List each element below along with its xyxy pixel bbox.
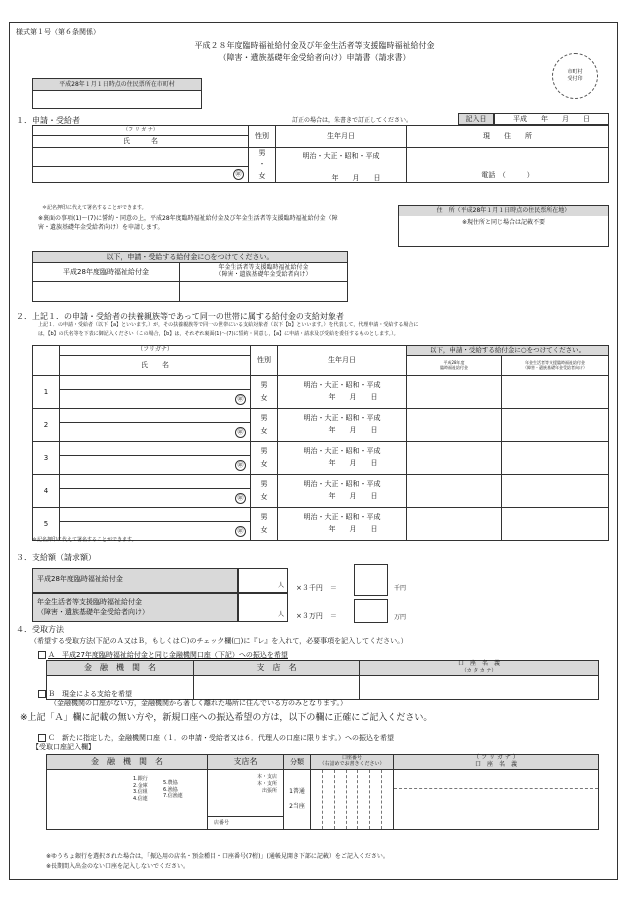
form-title-line2: （障害・遺族基礎年金受給者向け）申請書（請求書）	[218, 53, 411, 62]
dependent-birth-field[interactable]	[278, 508, 407, 541]
option-a[interactable]	[38, 650, 288, 660]
account-type-1: 1普通	[289, 787, 305, 795]
applicant-benefit-a-label: 平成28年度臨時福祉給付金	[33, 263, 180, 282]
account-branch-input[interactable]	[208, 769, 284, 829]
dependent-index: 1	[33, 376, 60, 409]
amount-row2-label2: （障害・遺族基礎年金受給者向け）	[37, 607, 149, 616]
account-branch-header: 支店名	[208, 755, 284, 770]
dependent-furigana-input[interactable]	[60, 409, 251, 423]
applicant-benefit-b-label1: 年金生活者等支援臨時福祉給付金	[218, 264, 309, 272]
dependent-female: 女	[260, 526, 268, 534]
dependents-furigana-header: （フリガナ）	[60, 346, 251, 356]
dependent-ymd: 年 月 日	[328, 492, 378, 500]
form-number: 様式第１号（第６条関係）	[16, 28, 100, 36]
option-a-holder-header: 口 座 名 義	[457, 660, 500, 667]
account-number-note: （右詰めでお書きください）	[319, 760, 385, 767]
dependent-row	[33, 409, 609, 423]
applicant-eras: 明治・大正・昭和・平成	[302, 152, 380, 160]
consent-text: ※裏面の事項(1)～(7)に誓約・同意の上，平成28年度臨時福祉給付金及び年金生活者等支援臨時福祉給付金（障害・遺族基礎年金受給者向け）を申請します。	[38, 215, 338, 231]
bank-type-6: 6.漁協	[163, 786, 178, 793]
correction-note: 訂正の場合は，朱書きで訂正してください。	[292, 117, 413, 124]
dependent-index: 3	[33, 442, 60, 475]
applicant-benefit-title: 以下，申請・受給する給付金に○をつけてください。	[33, 252, 348, 263]
dependent-benefit-b-input[interactable]	[502, 376, 609, 409]
applicant-birth-header: 生年月日	[276, 126, 407, 148]
store-number-field[interactable]	[208, 816, 283, 829]
dependent-index: 5	[33, 508, 60, 541]
dependent-birth-field[interactable]	[278, 376, 407, 409]
option-a-holder-kana: （カ タ カ ナ）	[461, 667, 497, 674]
dependents-index-header	[33, 346, 60, 376]
dependent-benefit-a-input[interactable]	[407, 376, 502, 409]
account-number-header: 口座番号	[341, 755, 362, 762]
section2-heading: ２．上記１．の申請・受給者の扶養親族等であって同一の世帯に属する給付金の支給対象者	[16, 312, 344, 321]
option-a-branch-header: 支 店 名	[194, 661, 360, 676]
dependent-benefit-a-input[interactable]	[407, 508, 502, 541]
option-b[interactable]	[38, 689, 132, 699]
dependent-male: 男	[260, 447, 268, 456]
applicant-benefit-b-label2: （障害・遺族基礎年金受給者向け）	[215, 271, 312, 278]
dependent-eras: 明治・大正・昭和・平成	[303, 480, 381, 489]
dependents-col-a-header: 平成28年度 臨時福祉給付金	[407, 356, 502, 376]
applicant-sex-header: 性別	[249, 126, 276, 148]
dependent-name-input[interactable]	[60, 456, 251, 475]
dependents-benefit-title: 以下，申請・受給する給付金に○をつけてください。	[407, 346, 609, 356]
applicant-furigana-label: （フ リ ガ ナ）	[33, 126, 249, 136]
dependent-benefit-a-input[interactable]	[407, 409, 502, 442]
dependent-eras: 明治・大正・昭和・平成	[303, 447, 381, 456]
dependent-seal: ㊞	[235, 427, 246, 438]
account-table	[46, 754, 599, 830]
dependent-eras: 明治・大正・昭和・平成	[303, 513, 381, 522]
option-b-note: （金融機関の口座がない方，金融機関から著しく離れた場所に住んでいる方のみとなります。）	[50, 699, 347, 707]
residence-municipality-input[interactable]	[33, 91, 201, 109]
dependent-index: 2	[33, 409, 60, 442]
dependent-row	[33, 508, 609, 522]
bank-type-5: 5.農協	[163, 779, 178, 786]
amount-row2-persons-unit: 人	[277, 611, 284, 618]
account-type-header: 分類	[284, 755, 311, 770]
dependents-sex-header: 性別	[251, 346, 278, 376]
dependent-ymd: 年 月 日	[328, 393, 378, 401]
dependent-birth-field[interactable]	[278, 475, 407, 508]
amount-row1-unit: 千円	[394, 585, 407, 592]
dependent-female: 女	[260, 394, 268, 402]
amount-row1-persons[interactable]	[238, 568, 288, 593]
account-number-input[interactable]	[311, 769, 394, 829]
bank-type-2: 2.金庫	[133, 782, 148, 789]
amount-row1-persons-unit: 人	[277, 582, 284, 589]
dependent-female: 女	[260, 493, 268, 501]
applicant-female: 女	[258, 171, 266, 180]
warning-text: ※上記「Ａ」欄に記載の無い方や，新規口座への振込希望の方は，以下の欄に正確にご記入ください。	[20, 713, 433, 723]
account-holder-input[interactable]	[394, 769, 599, 829]
residence-municipality-label: 平成28年１月１日時点の住民票所在市町村	[33, 79, 201, 91]
dependent-male: 男	[260, 480, 268, 489]
dependent-sex-field[interactable]	[251, 508, 278, 541]
account-bank-header: 金 融 機 関 名	[47, 755, 208, 770]
account-number-cells	[311, 770, 393, 829]
dependent-eras: 明治・大正・昭和・平成	[303, 414, 381, 423]
yucho-note: ※ゆうちょ銀行を選択された場合は，「振込用の店名・預金種目・口座番号(7桁)」(通帳見開き下部に記載）をご記入ください。	[46, 853, 389, 860]
applicant-sign-note: ＊記名押印に代えて署名することができます。	[42, 205, 147, 211]
option-a-branch-input[interactable]	[194, 675, 360, 699]
bank-type-1: 1.銀行	[133, 775, 148, 782]
dependent-female: 女	[260, 427, 268, 435]
bank-type-3: 3.信組	[133, 789, 148, 796]
resident-address-label: 住 所（平成28年１月１日時点の住民票所在地）	[399, 206, 608, 216]
form-title-line1: 平成２８年度臨時福祉給付金及び年金生活者等支援臨時福祉給付金	[194, 41, 435, 50]
dependent-benefit-b-input[interactable]	[502, 508, 609, 541]
applicant-sex-field[interactable]: 男 ・ 女	[249, 148, 276, 183]
branch-type-2: 本・支所	[256, 780, 277, 787]
bank-type-4: 4.信連	[133, 796, 148, 803]
account-holder-header: 口 座 名 義	[474, 760, 517, 768]
section3-heading: ３．支給額（請求額）	[16, 553, 96, 562]
dependent-seal: ㊞	[235, 526, 246, 537]
applicant-address-field[interactable]	[407, 148, 609, 183]
dependent-furigana-input[interactable]	[60, 475, 251, 489]
section4-heading: ４．受取方法	[16, 625, 64, 634]
dependent-furigana-input[interactable]	[60, 508, 251, 522]
dependent-birth-field[interactable]	[278, 442, 407, 475]
section4-desc: （希望する受取方法(下記のＡ又はＢ，もしくはＣ)のチェック欄(□)に『レ』を入れて，必要事項を記入してください。）	[30, 637, 408, 645]
dependents-birth-header: 生年月日	[278, 346, 407, 376]
amount-row2-unit: 万円	[394, 614, 407, 621]
dependent-row	[33, 442, 609, 456]
branch-types	[257, 774, 277, 795]
amount-row2-label	[32, 593, 238, 622]
amount-row1-total[interactable]	[354, 564, 388, 596]
applicant-table	[32, 125, 609, 183]
amount-row1-mult: ×３千円 ＝	[296, 584, 337, 592]
branch-type-1: 本・支店	[256, 773, 277, 780]
option-b-label: Ｂ 現金による支給を希望	[48, 690, 132, 698]
form-page	[9, 22, 618, 880]
applicant-birth-field[interactable]	[276, 148, 407, 183]
option-b-checkbox[interactable]	[38, 690, 46, 698]
dependent-male: 男	[260, 414, 268, 423]
dependent-seal: ㊞	[235, 460, 246, 471]
dependents-name-header: 氏 名	[60, 356, 251, 376]
dependent-furigana-input[interactable]	[60, 376, 251, 390]
applicant-name-input[interactable]	[33, 166, 249, 183]
dependent-female: 女	[260, 460, 268, 468]
dependents-col-b-header: 年金生活者等支援臨時福祉給付金 （障害・遺族基礎年金受給者向け）	[502, 356, 609, 376]
amount-row2-total[interactable]	[354, 599, 388, 623]
dependent-seal: ㊞	[235, 394, 246, 405]
dependent-sex-field[interactable]	[251, 442, 278, 475]
entry-date-label: 記入日	[458, 113, 494, 125]
dormant-note: ※長期間入出金のない口座を記入しないでください。	[46, 863, 190, 870]
section1-heading: １．申請・受給者	[16, 116, 80, 125]
option-a-label: Ａ 平成27年度臨時福祉給付金と同じ金融機関口座（下記）への振込を希望	[48, 651, 288, 659]
option-a-bank-header: 金 融 機 関 名	[47, 661, 194, 676]
dependent-benefit-b-input[interactable]	[502, 475, 609, 508]
account-type-2: 2当座	[289, 803, 305, 811]
entry-date-field[interactable]: 平成 年 月 日	[494, 113, 609, 125]
dependent-sex-field[interactable]	[251, 475, 278, 508]
applicant-benefit-a-input[interactable]	[33, 282, 180, 302]
dependent-name-input[interactable]	[60, 423, 251, 442]
resident-address-note: ※現住所と同じ場合は記載不要	[461, 219, 546, 226]
dependent-benefit-b-input[interactable]	[502, 442, 609, 475]
bank-type-7: 7.信漁連	[163, 793, 183, 800]
applicant-address-header: 現 住 所	[407, 126, 609, 148]
dependent-name-input[interactable]	[60, 489, 251, 508]
residence-municipality-box	[32, 78, 202, 109]
account-type-input[interactable]	[284, 769, 311, 829]
dependent-row	[33, 376, 609, 390]
option-c-label: Ｃ 新たに指定した，金融機関口座（１．の申請・受給者又は６．代理人の口座に限ります。）への振込を希望	[48, 734, 394, 742]
dependents-sign-note: ＊記名押印に代えて署名することができます。	[32, 537, 137, 543]
section2-desc1: 上記１．の申請・受給者（以下【a】といいます。）が，その扶養親族等で同一の世帯にいる支給対象者（以下【b】といいます。）を代表して，代理申請・受給する場合に	[38, 322, 419, 328]
option-c-checkbox[interactable]	[38, 734, 46, 742]
option-a-checkbox[interactable]	[38, 651, 46, 659]
dependent-sex-field[interactable]	[251, 409, 278, 442]
dependent-ymd: 年 月 日	[328, 459, 378, 467]
bank-types-col1	[133, 776, 148, 803]
dependent-furigana-input[interactable]	[60, 442, 251, 456]
dependent-male: 男	[260, 381, 268, 390]
account-box-title: 【受取口座記入欄】	[32, 743, 95, 751]
dependent-ymd: 年 月 日	[328, 426, 378, 434]
dependent-birth-field[interactable]	[278, 409, 407, 442]
applicant-phone: 電話 （ ）	[481, 171, 534, 180]
applicant-furigana-input[interactable]	[33, 148, 249, 167]
amount-row2-persons[interactable]	[238, 593, 288, 622]
store-number-label: 店番号	[214, 819, 230, 826]
dependent-row	[33, 475, 609, 489]
applicant-male: 男	[258, 149, 266, 158]
applicant-seal: ㊞	[233, 169, 244, 180]
receipt-stamp-label: 市町村 受付印	[567, 69, 583, 82]
option-a-holder-input[interactable]	[360, 675, 599, 699]
applicant-benefit-b-input[interactable]	[180, 282, 348, 302]
dependent-benefit-a-input[interactable]	[407, 475, 502, 508]
dependent-male: 男	[260, 513, 268, 522]
dependent-benefit-b-input[interactable]	[502, 409, 609, 442]
receipt-stamp-circle	[552, 53, 598, 99]
dependent-name-input[interactable]	[60, 390, 251, 409]
account-furigana-header: （ フ リ ガ ナ ）	[473, 754, 519, 761]
account-bank-input[interactable]	[47, 769, 208, 829]
dependent-seal: ㊞	[235, 493, 246, 504]
dependent-index: 4	[33, 475, 60, 508]
option-c[interactable]	[38, 733, 394, 743]
resident-address-box[interactable]	[398, 205, 609, 247]
dependent-benefit-a-input[interactable]	[407, 442, 502, 475]
applicant-ymd: 年 月 日	[331, 174, 381, 183]
section2-desc2: は，【b】の氏名等を下表に御記入ください（この場合，【b】は，それぞれ裏面(1)～(7)に誓約・同意し，【a】に申請・請求及び受給を委任するものとします。）。	[38, 331, 399, 337]
applicant-benefit-table	[32, 251, 348, 302]
applicant-name-header: 氏 名	[33, 136, 249, 148]
dependent-ymd: 年 月 日	[328, 525, 378, 533]
applicant-benefit-b-label	[180, 263, 348, 282]
branch-type-3: 出張所	[261, 787, 277, 794]
dependent-sex-field[interactable]	[251, 376, 278, 409]
amount-row1-label: 平成28年度臨時福祉給付金	[32, 568, 238, 593]
amount-row2-mult: ×３万円 ＝	[296, 612, 337, 620]
bank-types-col2	[163, 780, 183, 800]
amount-row2-label1: 年金生活者等支援臨時福祉給付金	[37, 598, 142, 606]
dependents-table	[32, 345, 609, 541]
dependent-eras: 明治・大正・昭和・平成	[303, 381, 381, 390]
